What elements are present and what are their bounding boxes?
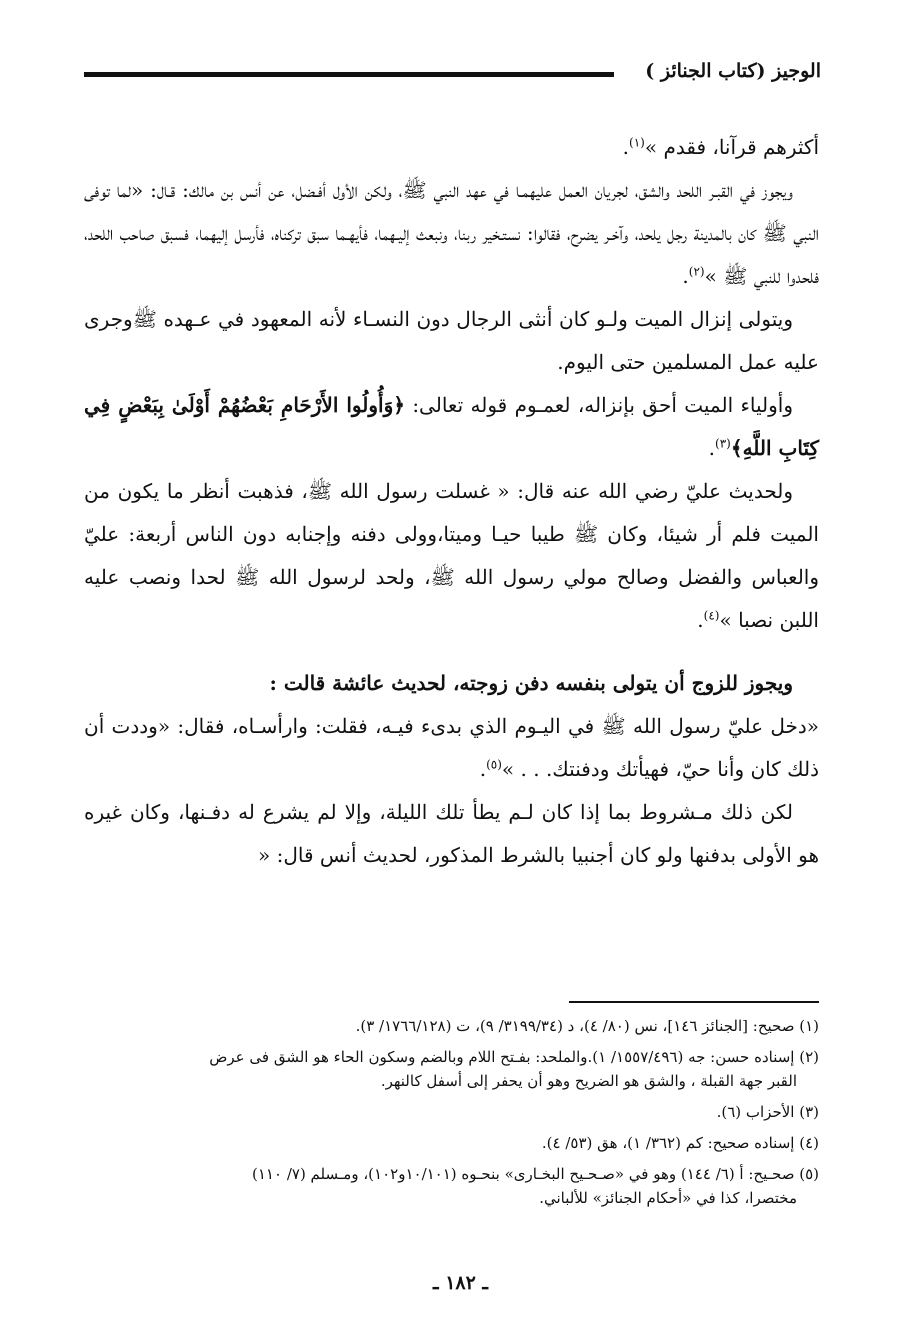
paragraph-1: [84, 126, 819, 169]
paragraph-4: [84, 384, 819, 470]
paragraph-5-end: .: [697, 608, 704, 632]
section-heading: ويجوز للزوج أن يتولى بنفسه دفن زوجته، لحديث عائشة قالت :: [269, 671, 793, 695]
paragraph-1-end: .: [622, 135, 630, 159]
quran-verse: ﴿وَأُولُوا الأَرْحَامِ بَعْضُهُمْ أَوْلَىٰ بِبَعْضٍ فِي كِتَابِ اللَّهِ﴾: [84, 393, 819, 460]
footnote-ref-4: (٤): [703, 608, 720, 623]
header-rule: [84, 72, 614, 77]
paragraph-2: [84, 169, 819, 298]
footnote-ref-3: (٣): [715, 436, 731, 451]
footnote-ref-5: (٥): [486, 757, 502, 772]
paragraph-5-text: ولحديث عليّ رضي الله عنه قال: « غسلت رسول الله ﷺ، فذهبت أنظر ما يكون من الميت فلم أر شيئا، وكان ﷺ طيبا حيـا وميتا،وولى دفنه وإجنابه دون الناس أربعة: عليّ والعباس والفضل وصالح مولي رسول الله ﷺ، ولحد لرسول الله ﷺ لحدا ونصب عليه اللبن نصبا »: [84, 479, 819, 632]
footnote-5-continued: مختصرا، كذا في «أحكام الجنائز» للألباني.: [539, 1189, 797, 1207]
footnotes: [84, 1014, 819, 1217]
footnote-1: (١) صحيح: [الجنائز ١٤٦]، نس (٨٠/ ٤)، د (٣١٩٩/٣٤/ ٩)، ت (١٧٦٦/١٢٨/ ٣).: [355, 1017, 819, 1035]
page-number: ـ ١٨٢ ـ: [433, 1272, 488, 1294]
section-gap: [84, 642, 819, 662]
paragraph-2-end: .: [682, 264, 689, 288]
footnote-2-continued: القبر جهة القبلة ، والشق هو الضريح وهو أن يحفر إلى أسفل كالنهر.: [380, 1072, 797, 1090]
paragraph-8: لكن ذلك مـشروط بما إذا كان لـم يطأ تلك الليلة، وإلا لم يشرع له دفـنها، وكان غيره هو الأولى بدفنها ولو كان أجنبيا بالشرط المذكور، لحديث أنس قال: «: [84, 800, 819, 867]
footnote-3: (٣) الأحزاب (٦).: [716, 1103, 819, 1121]
footnote-5: (٥) صحـيح: أ (٦/ ١٤٤) وهو في «صـحـيح البخـارى» بنحـوه (١٠/١٠١و١٠٢)، ومـسلم (٧/ ١١٠): [252, 1165, 819, 1183]
footnote-separator: [569, 1001, 819, 1003]
paragraph-7: [84, 705, 819, 791]
paragraph-5: [84, 470, 819, 642]
footnote-4: (٤) إسناده صحيح: كم (٣٦٢/ ١)، هق (٥٣/ ٤).: [541, 1134, 819, 1152]
page-header: [84, 58, 821, 92]
paragraph-7-text: «دخل عليّ رسول الله ﷺ في اليـوم الذي بدىء فيـه، فقلت: وارأسـاه، فقال: «وددت أن ذلك كان وأنا حيّ، فهيأتك ودفنتك. . . »: [84, 714, 819, 781]
running-title: الوجيز (كتاب الجنائز ): [645, 60, 821, 82]
paragraph-7-end: .: [479, 757, 487, 781]
main-text: [84, 126, 819, 877]
footnote-2: (٢) إسناده حسن: جه (١٥٥٧/٤٩٦/ ١).والملحد: بفـتح اللام وبالضم وسكون الحاء هو الشق فى عرض: [209, 1048, 819, 1066]
paragraph-3: ويتولى إنزال الميت ولـو كان أنثى الرجال دون النسـاء لأنه المعهود في عـهده ﷺوجرى عليه عمل المسلمين حتى اليوم.: [84, 307, 819, 374]
paragraph-2-text: ويجوز في القبـر اللحد والشق، لجريان العمل عليهمـا في عهد النبي ﷺ، ولكن الأول أفـضل، عن أنس بن مالك: قـال: «لما توفى النبي ﷺ كان بالمدينة رجل يلحد، وآخـر يضرح، فقالوا: نستـخير ربنا، ونبعث إليـهما، فأيهـما سبق تركناه، فأرسل إليهما، فسبق صاحب اللحد، فلحدوا للنبي ﷺ »: [84, 178, 819, 288]
footnote-ref-1: (١): [629, 135, 645, 150]
paragraph-1-text: أكثرهم قرآنا، فقدم »: [644, 135, 819, 159]
paragraph-4-end: .: [708, 436, 716, 460]
footnote-ref-2: (٢): [688, 264, 705, 279]
paragraph-4-text: وأولياء الميت أحق بإنزاله، لعمـوم قوله تعالى:: [404, 393, 793, 417]
